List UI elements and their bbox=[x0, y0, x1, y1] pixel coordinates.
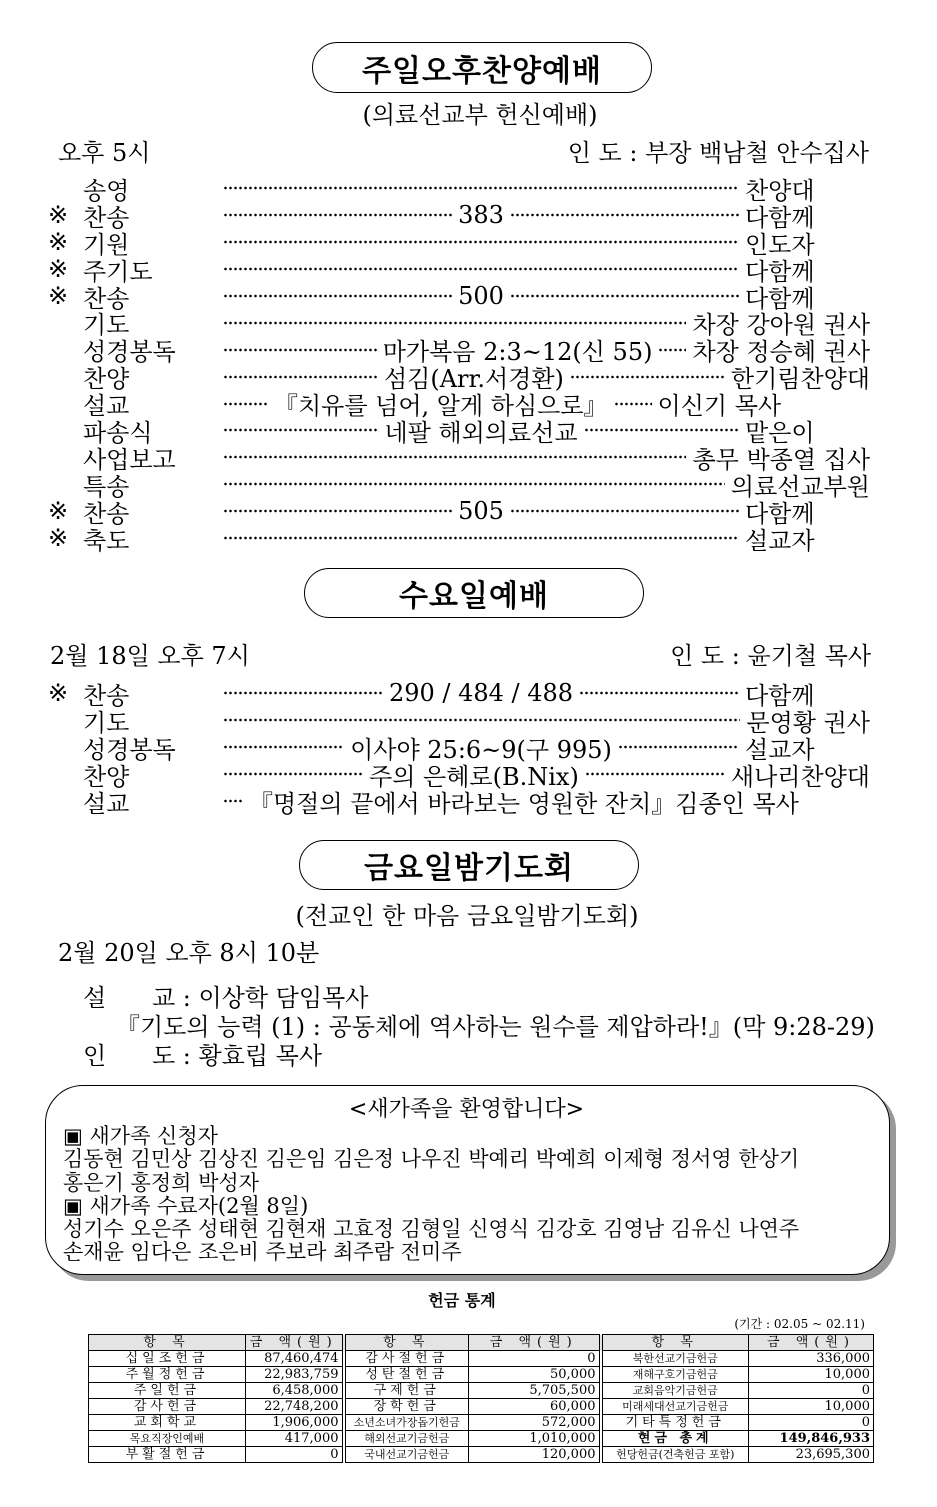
table-row bbox=[89, 1431, 874, 1447]
sunday-time: 오후 5시 bbox=[58, 139, 151, 167]
offering-amount: 0 bbox=[469, 1351, 601, 1367]
program-item-person: 맡은이 bbox=[745, 418, 815, 447]
graduates-names: 성기수 오은주 성태현 김현재 고효정 김형일 신영식 김강호 김영남 김유신 나연주 bbox=[63, 1217, 800, 1242]
program-item-person: 설교자 bbox=[745, 526, 815, 555]
program-item-person: 이신기 목사 bbox=[657, 392, 782, 421]
offering-item: 주월정헌금 bbox=[89, 1367, 246, 1383]
friday-subtitle: (전교인 한 마음 금요일밤기도회) bbox=[295, 902, 639, 930]
program-item-detail: 이사야 25:6~9(구 995) bbox=[350, 735, 612, 764]
graduates-heading: ▣ 새가족 수료자(2월 8일) bbox=[63, 1193, 309, 1218]
dotted-leader bbox=[223, 455, 686, 459]
applicants-heading: ▣ 새가족 신청자 bbox=[63, 1124, 218, 1148]
program-item-person: 문영황 권사 bbox=[746, 708, 870, 737]
program-item-person: 새나리찬양대 bbox=[730, 762, 870, 791]
program-item-label: 기도 bbox=[83, 708, 130, 737]
program-item-label: 찬송 bbox=[83, 203, 130, 232]
header-amount: 금 액(원) bbox=[749, 1335, 874, 1351]
program-item-person: 총무 박종열 집사 bbox=[692, 445, 870, 474]
dotted-leader bbox=[223, 509, 452, 513]
offering-amount: 417,000 bbox=[246, 1431, 344, 1447]
new-family-list bbox=[63, 1125, 799, 1265]
dotted-leader bbox=[223, 294, 452, 298]
friday-sermon-title: 『기도의 능력 (1) : 공동체에 역사하는 원수를 제압하라!』(막 9:28-29) bbox=[116, 1013, 875, 1041]
program-item-label: 찬양 bbox=[83, 762, 130, 791]
dotted-leader bbox=[223, 691, 383, 695]
dotted-leader bbox=[614, 402, 652, 406]
program-item-label: 찬송 bbox=[83, 284, 130, 313]
friday-time: 2월 20일 오후 8시 10분 bbox=[58, 939, 320, 967]
program-row bbox=[48, 524, 870, 555]
sunday-subtitle: (의료선교부 헌신예배) bbox=[362, 101, 598, 129]
offering-amount: 5,705,500 bbox=[469, 1383, 601, 1399]
header-item: 항 목 bbox=[89, 1335, 246, 1351]
dotted-leader bbox=[223, 213, 452, 217]
program-item-label: 기도 bbox=[83, 311, 130, 340]
program-item-person: 설교자 bbox=[745, 735, 815, 764]
table-row bbox=[89, 1447, 874, 1463]
program-item-person: 다함께 bbox=[745, 257, 815, 286]
dotted-leader bbox=[223, 375, 378, 379]
program-item-detail: 383 bbox=[458, 201, 504, 230]
table-row bbox=[89, 1399, 874, 1415]
offering-item: 감사헌금 bbox=[89, 1399, 246, 1415]
dotted-leader bbox=[584, 428, 739, 432]
program-row bbox=[48, 788, 870, 818]
program-item-person: 한기림찬양대 bbox=[730, 365, 870, 394]
program-item-person: 다함께 bbox=[745, 681, 815, 710]
offering-amount: 149,846,933 bbox=[749, 1431, 874, 1447]
dotted-leader bbox=[223, 240, 739, 244]
table-row bbox=[89, 1383, 874, 1399]
wednesday-program bbox=[48, 679, 870, 818]
program-item-label: 설교 bbox=[83, 789, 130, 818]
offering-item: 헌당헌금(건축헌금 포함) bbox=[601, 1447, 749, 1463]
offering-item: 장학헌금 bbox=[344, 1399, 469, 1415]
required-mark: ※ bbox=[48, 282, 69, 311]
program-item-label: 찬양 bbox=[83, 365, 130, 394]
required-mark: ※ bbox=[48, 228, 69, 257]
program-item-label: 기원 bbox=[83, 230, 130, 259]
table-row bbox=[89, 1351, 874, 1367]
friday-preacher: 설 교 : 이상학 담임목사 bbox=[83, 984, 369, 1012]
offering-item: 구제헌금 bbox=[344, 1383, 469, 1399]
applicants-names: 김동현 김민상 김상진 김은임 김은정 나우진 박예리 박예희 이제형 정서영 한상기 bbox=[63, 1147, 800, 1172]
offering-item: 주일헌금 bbox=[89, 1383, 246, 1399]
header-amount: 금 액(원) bbox=[469, 1335, 601, 1351]
wednesday-leader: 인 도 : 윤기철 목사 bbox=[670, 642, 871, 670]
program-item-label: 축도 bbox=[83, 526, 130, 555]
dotted-leader bbox=[223, 536, 739, 540]
offering-item: 성탄절헌금 bbox=[344, 1367, 469, 1383]
dotted-leader bbox=[510, 294, 739, 298]
dotted-leader bbox=[223, 718, 740, 722]
program-item-person: 다함께 bbox=[745, 284, 815, 313]
program-item-person: 다함께 bbox=[745, 203, 815, 232]
offering-amount: 22,748,200 bbox=[246, 1399, 344, 1415]
required-mark: ※ bbox=[48, 255, 69, 284]
offering-item: 교회음악기금헌금 bbox=[601, 1383, 749, 1399]
dotted-leader bbox=[223, 745, 344, 749]
program-item-detail: 『명절의 끝에서 바라보는 영원한 잔치』 bbox=[249, 789, 676, 818]
program-item-detail: 『치유를 넘어, 알게 하심으로』 bbox=[274, 392, 608, 421]
program-item-label: 파송식 bbox=[83, 418, 153, 447]
sunday-service-title: 주일오후찬양예배 bbox=[312, 42, 652, 93]
offering-item: 목요직장인예배 bbox=[89, 1431, 246, 1447]
wednesday-time: 2월 18일 오후 7시 bbox=[50, 642, 250, 670]
wednesday-service-title: 수요일예배 bbox=[304, 568, 644, 618]
table-row bbox=[89, 1367, 874, 1383]
offering-amount: 1,010,000 bbox=[469, 1431, 601, 1447]
required-mark: ※ bbox=[48, 679, 69, 708]
dotted-leader bbox=[223, 402, 268, 406]
required-mark: ※ bbox=[48, 201, 69, 230]
program-item-detail: 500 bbox=[458, 282, 504, 311]
program-item-person: 인도자 bbox=[745, 230, 815, 259]
offering-amount: 1,906,000 bbox=[246, 1415, 344, 1431]
offering-item: 십일조헌금 bbox=[89, 1351, 246, 1367]
dotted-leader bbox=[510, 509, 739, 513]
required-mark: ※ bbox=[48, 497, 69, 526]
program-item-label: 찬송 bbox=[83, 499, 130, 528]
dotted-leader bbox=[223, 772, 363, 776]
program-item-label: 송영 bbox=[83, 176, 130, 205]
dotted-leader bbox=[223, 482, 725, 486]
program-item-detail: 섬김(Arr.서경환) bbox=[383, 365, 564, 394]
offering-table bbox=[88, 1334, 874, 1463]
program-item-person: 찬양대 bbox=[745, 176, 815, 205]
offering-item: 부활절헌금 bbox=[89, 1447, 246, 1463]
dotted-leader bbox=[223, 267, 739, 271]
offering-item: 미래세대선교기금헌금 bbox=[601, 1399, 749, 1415]
program-item-person: 김종인 목사 bbox=[675, 789, 799, 818]
dotted-leader bbox=[223, 186, 739, 190]
dotted-leader bbox=[658, 348, 686, 352]
offering-amount: 60,000 bbox=[469, 1399, 601, 1415]
program-item-label: 사업보고 bbox=[83, 445, 176, 474]
offering-amount: 6,458,000 bbox=[246, 1383, 344, 1399]
dotted-leader bbox=[223, 348, 377, 352]
required-mark: ※ bbox=[48, 524, 69, 553]
dotted-leader bbox=[585, 772, 725, 776]
offering-title: 헌금 통계 bbox=[428, 1291, 496, 1310]
offering-item: 현금 총계 bbox=[601, 1431, 749, 1447]
program-item-detail: 290 / 484 / 488 bbox=[388, 679, 574, 708]
table-row bbox=[89, 1415, 874, 1431]
program-item-detail: 505 bbox=[458, 497, 504, 526]
program-item-detail: 마가복음 2:3~12(신 55) bbox=[382, 338, 653, 367]
program-item-label: 성경봉독 bbox=[83, 735, 176, 764]
offering-amount: 336,000 bbox=[749, 1351, 874, 1367]
header-item: 항 목 bbox=[344, 1335, 469, 1351]
program-item-detail: 주의 은혜로(B.Nix) bbox=[369, 762, 579, 791]
dotted-leader bbox=[223, 321, 686, 325]
offering-item: 국내선교기금헌금 bbox=[344, 1447, 469, 1463]
program-item-label: 찬송 bbox=[83, 681, 130, 710]
dotted-leader bbox=[618, 745, 739, 749]
offering-item: 교회학교 bbox=[89, 1415, 246, 1431]
offering-amount: 0 bbox=[749, 1415, 874, 1431]
header-amount: 금 액(원) bbox=[246, 1335, 344, 1351]
new-family-title: <새가족을 환영합니다> bbox=[348, 1097, 585, 1122]
offering-item: 재해구호기금헌금 bbox=[601, 1367, 749, 1383]
offering-item: 기타특정헌금 bbox=[601, 1415, 749, 1431]
offering-amount: 120,000 bbox=[469, 1447, 601, 1463]
offering-amount: 10,000 bbox=[749, 1399, 874, 1415]
offering-amount: 10,000 bbox=[749, 1367, 874, 1383]
offering-item: 북한선교기금헌금 bbox=[601, 1351, 749, 1367]
program-item-label: 주기도 bbox=[83, 257, 153, 286]
offering-item: 감사절헌금 bbox=[344, 1351, 469, 1367]
program-item-person: 의료선교부원 bbox=[730, 472, 870, 501]
program-item-person: 차장 정승혜 권사 bbox=[692, 338, 870, 367]
offering-period: (기간 : 02.05 ~ 02.11) bbox=[734, 1317, 865, 1331]
offering-amount: 572,000 bbox=[469, 1415, 601, 1431]
dotted-leader bbox=[223, 428, 378, 432]
program-item-label: 성경봉독 bbox=[83, 338, 176, 367]
header-item: 항 목 bbox=[601, 1335, 749, 1351]
dotted-leader bbox=[510, 213, 739, 217]
offering-item: 소년소녀가장돕기헌금 bbox=[344, 1415, 469, 1431]
offering-amount: 87,460,474 bbox=[246, 1351, 344, 1367]
graduates-names: 손재윤 임다은 조은비 주보라 최주람 전미주 bbox=[63, 1240, 462, 1265]
program-item-person: 차장 강아원 권사 bbox=[692, 311, 870, 340]
sunday-program bbox=[48, 175, 870, 555]
offering-amount: 0 bbox=[749, 1383, 874, 1399]
offering-amount: 22,983,759 bbox=[246, 1367, 344, 1383]
table-header-row bbox=[89, 1335, 874, 1351]
offering-item: 해외선교기금헌금 bbox=[344, 1431, 469, 1447]
friday-leader: 인 도 : 황효립 목사 bbox=[83, 1042, 323, 1070]
offering-amount: 50,000 bbox=[469, 1367, 601, 1383]
sunday-leader: 인 도 : 부장 백남철 안수집사 bbox=[567, 139, 869, 167]
program-item-person: 다함께 bbox=[745, 499, 815, 528]
dotted-leader bbox=[579, 691, 739, 695]
program-item-label: 설교 bbox=[83, 392, 130, 421]
dotted-leader bbox=[570, 375, 725, 379]
dotted-leader bbox=[223, 799, 243, 803]
program-item-detail: 네팔 해외의료선교 bbox=[384, 418, 578, 447]
offering-amount: 23,695,300 bbox=[749, 1447, 874, 1463]
offering-amount: 0 bbox=[246, 1447, 344, 1463]
program-item-label: 특송 bbox=[83, 472, 130, 501]
applicants-names: 홍은기 홍정희 박성자 bbox=[63, 1170, 259, 1195]
friday-service-title: 금요일밤기도회 bbox=[299, 840, 639, 890]
